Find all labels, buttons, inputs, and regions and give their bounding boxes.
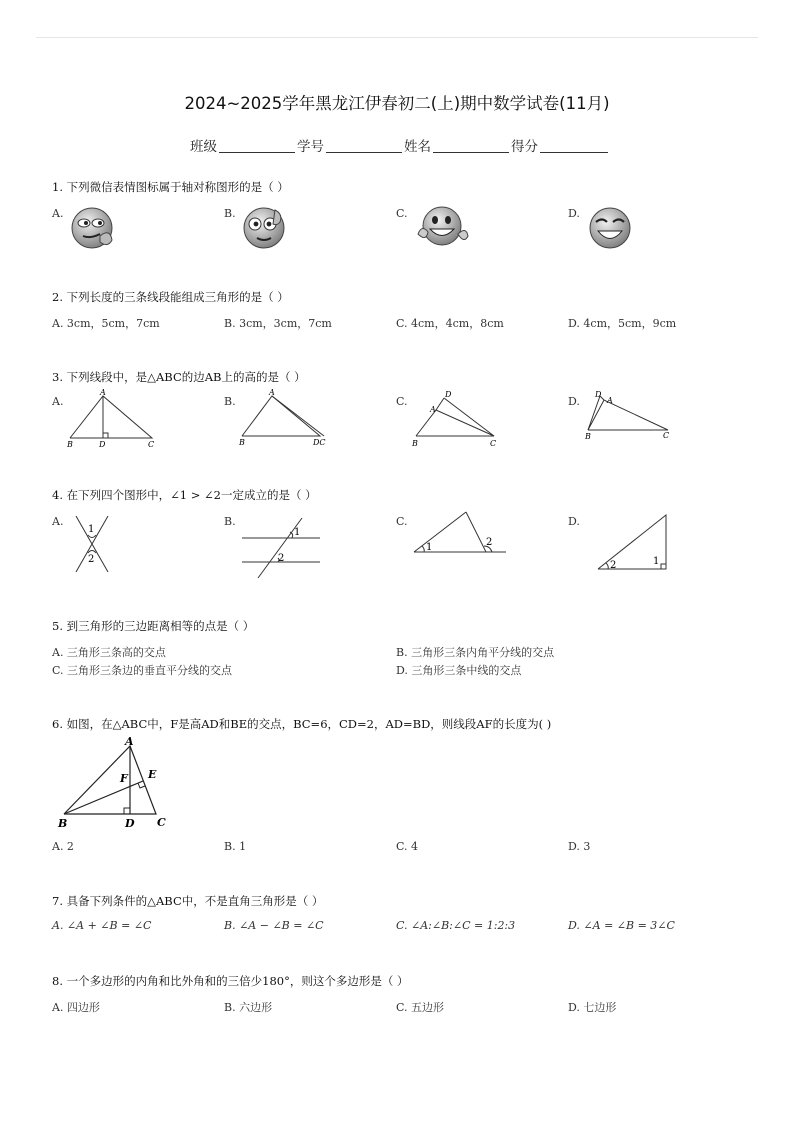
q4-figure-d [596, 512, 670, 572]
page-title: 2024~2025学年黑龙江伊春初二(上)期中数学试卷(11月) [184, 94, 610, 113]
q3-figure-d [582, 388, 678, 450]
q4-option-b[interactable]: B. [224, 515, 236, 528]
label-a: A [125, 735, 134, 748]
q6-option-b[interactable]: B. 1 [224, 840, 247, 853]
angle-1-label: 1 [653, 556, 660, 567]
emoji-grin-icon [416, 206, 470, 250]
question-6: 6. 如图，在△ABC中，F是高AD和BE的交点，BC=6，CD=2，AD=BD，则线段AF的长度为( ) [52, 717, 552, 731]
score-label: 得分 [511, 139, 538, 155]
label-b: B [239, 438, 245, 447]
q1-option-a[interactable]: A. [52, 207, 64, 220]
label-d: D [595, 390, 602, 399]
label-d: D [125, 817, 135, 830]
q3-option-c[interactable]: C. [396, 395, 408, 408]
header-divider [36, 37, 758, 38]
student-info-row [190, 135, 610, 155]
label-a: A [430, 405, 436, 414]
question-7: 7. 具备下列条件的△ABC中，不是直角三角形是（ ） [52, 894, 324, 908]
q3-option-a[interactable]: A. [52, 395, 64, 408]
class-blank[interactable] [219, 140, 295, 153]
q3-option-d[interactable]: D. [568, 395, 580, 408]
score-blank[interactable] [540, 140, 608, 153]
angle-2-label: 2 [278, 553, 285, 564]
q4-figure-b [240, 516, 324, 580]
label-a: A [269, 388, 275, 397]
q8-option-b[interactable]: B. 六边形 [224, 1001, 273, 1014]
q2-option-c[interactable]: C. 4cm，4cm，8cm [396, 317, 504, 330]
q2-option-d[interactable]: D. 4cm，5cm，9cm [568, 317, 677, 330]
question-2: 2. 下列长度的三条线段能组成三角形的是（ ） [52, 290, 289, 304]
emoji-thinking-icon [242, 206, 292, 250]
q8-option-a[interactable]: A. 四边形 [52, 1001, 100, 1014]
label-b: B [67, 440, 73, 449]
name-blank[interactable] [433, 140, 509, 153]
emoji-smirk-icon [70, 206, 120, 250]
q5-option-a[interactable]: A. 三角形三条高的交点 [52, 646, 166, 659]
label-dc: DC [313, 438, 326, 447]
q7-option-c[interactable]: C. ∠A:∠B:∠C = 1:2:3 [396, 919, 516, 932]
angle-1-label: 1 [426, 542, 433, 553]
q4-figure-a [70, 512, 116, 576]
q8-option-c[interactable]: C. 五边形 [396, 1001, 445, 1014]
label-f: F [120, 772, 128, 785]
q6-option-d[interactable]: D. 3 [568, 840, 591, 853]
q1-option-d[interactable]: D. [568, 207, 580, 220]
label-c: C [490, 439, 497, 448]
question-3: 3. 下列线段中，是△ABC的边AB上的高的是（ ） [52, 370, 306, 384]
q2-option-b[interactable]: B. 3cm，3cm，7cm [224, 317, 332, 330]
q5-option-d[interactable]: D. 三角形三条中线的交点 [396, 664, 522, 677]
question-5: 5. 到三角形的三边距离相等的点是（ ） [52, 619, 255, 633]
label-a: A [607, 396, 613, 405]
label-c: C [148, 440, 155, 449]
question-1: 1. 下列微信表情图标属于轴对称图形的是（ ） [52, 180, 289, 194]
label-d: D [99, 440, 106, 449]
angle-1-label: 1 [88, 524, 95, 535]
angle-1-label: 1 [294, 527, 301, 538]
q6-figure [56, 734, 174, 830]
angle-2-label: 2 [486, 537, 493, 548]
q4-figure-c [412, 508, 510, 558]
id-label: 学号 [297, 139, 324, 155]
label-d: D [445, 390, 452, 399]
label-b: B [585, 432, 591, 441]
q4-option-d[interactable]: D. [568, 515, 580, 528]
q3-option-b[interactable]: B. [224, 395, 236, 408]
question-4: 4. 在下列四个图形中，∠1 > ∠2一定成立的是（ ） [52, 488, 317, 502]
q5-option-b[interactable]: B. 三角形三条内角平分线的交点 [396, 646, 555, 659]
label-b: B [58, 817, 68, 830]
emoji-smile-icon [588, 206, 636, 250]
q6-option-a[interactable]: A. 2 [52, 840, 74, 853]
q1-option-c[interactable]: C. [396, 207, 408, 220]
q7-option-b[interactable]: B. ∠A − ∠B = ∠C [224, 919, 324, 932]
q2-option-a[interactable]: A. 3cm，5cm，7cm [52, 317, 160, 330]
q4-option-a[interactable]: A. [52, 515, 64, 528]
q3-figure-b [238, 388, 334, 450]
q3-figure-c [410, 388, 506, 450]
label-c: C [663, 431, 670, 440]
q6-option-c[interactable]: C. 4 [396, 840, 419, 853]
class-label: 班级 [190, 139, 217, 155]
q8-option-d[interactable]: D. 七边形 [568, 1001, 617, 1014]
question-8: 8. 一个多边形的内角和比外角和的三倍少180°，则这个多边形是（ ） [52, 974, 409, 988]
id-blank[interactable] [326, 140, 402, 153]
label-c: C [157, 816, 166, 829]
q1-option-b[interactable]: B. [224, 207, 236, 220]
q3-figure-a [66, 388, 162, 450]
label-e: E [148, 768, 157, 781]
q7-option-d[interactable]: D. ∠A = ∠B = 3∠C [568, 919, 675, 932]
name-label: 姓名 [404, 139, 431, 155]
q7-option-a[interactable]: A. ∠A + ∠B = ∠C [52, 919, 152, 932]
q4-option-c[interactable]: C. [396, 515, 408, 528]
angle-2-label: 2 [88, 554, 95, 565]
angle-2-label: 2 [610, 560, 617, 571]
label-a: A [100, 388, 106, 397]
q5-option-c[interactable]: C. 三角形三条边的垂直平分线的交点 [52, 664, 233, 677]
label-b: B [412, 439, 418, 448]
